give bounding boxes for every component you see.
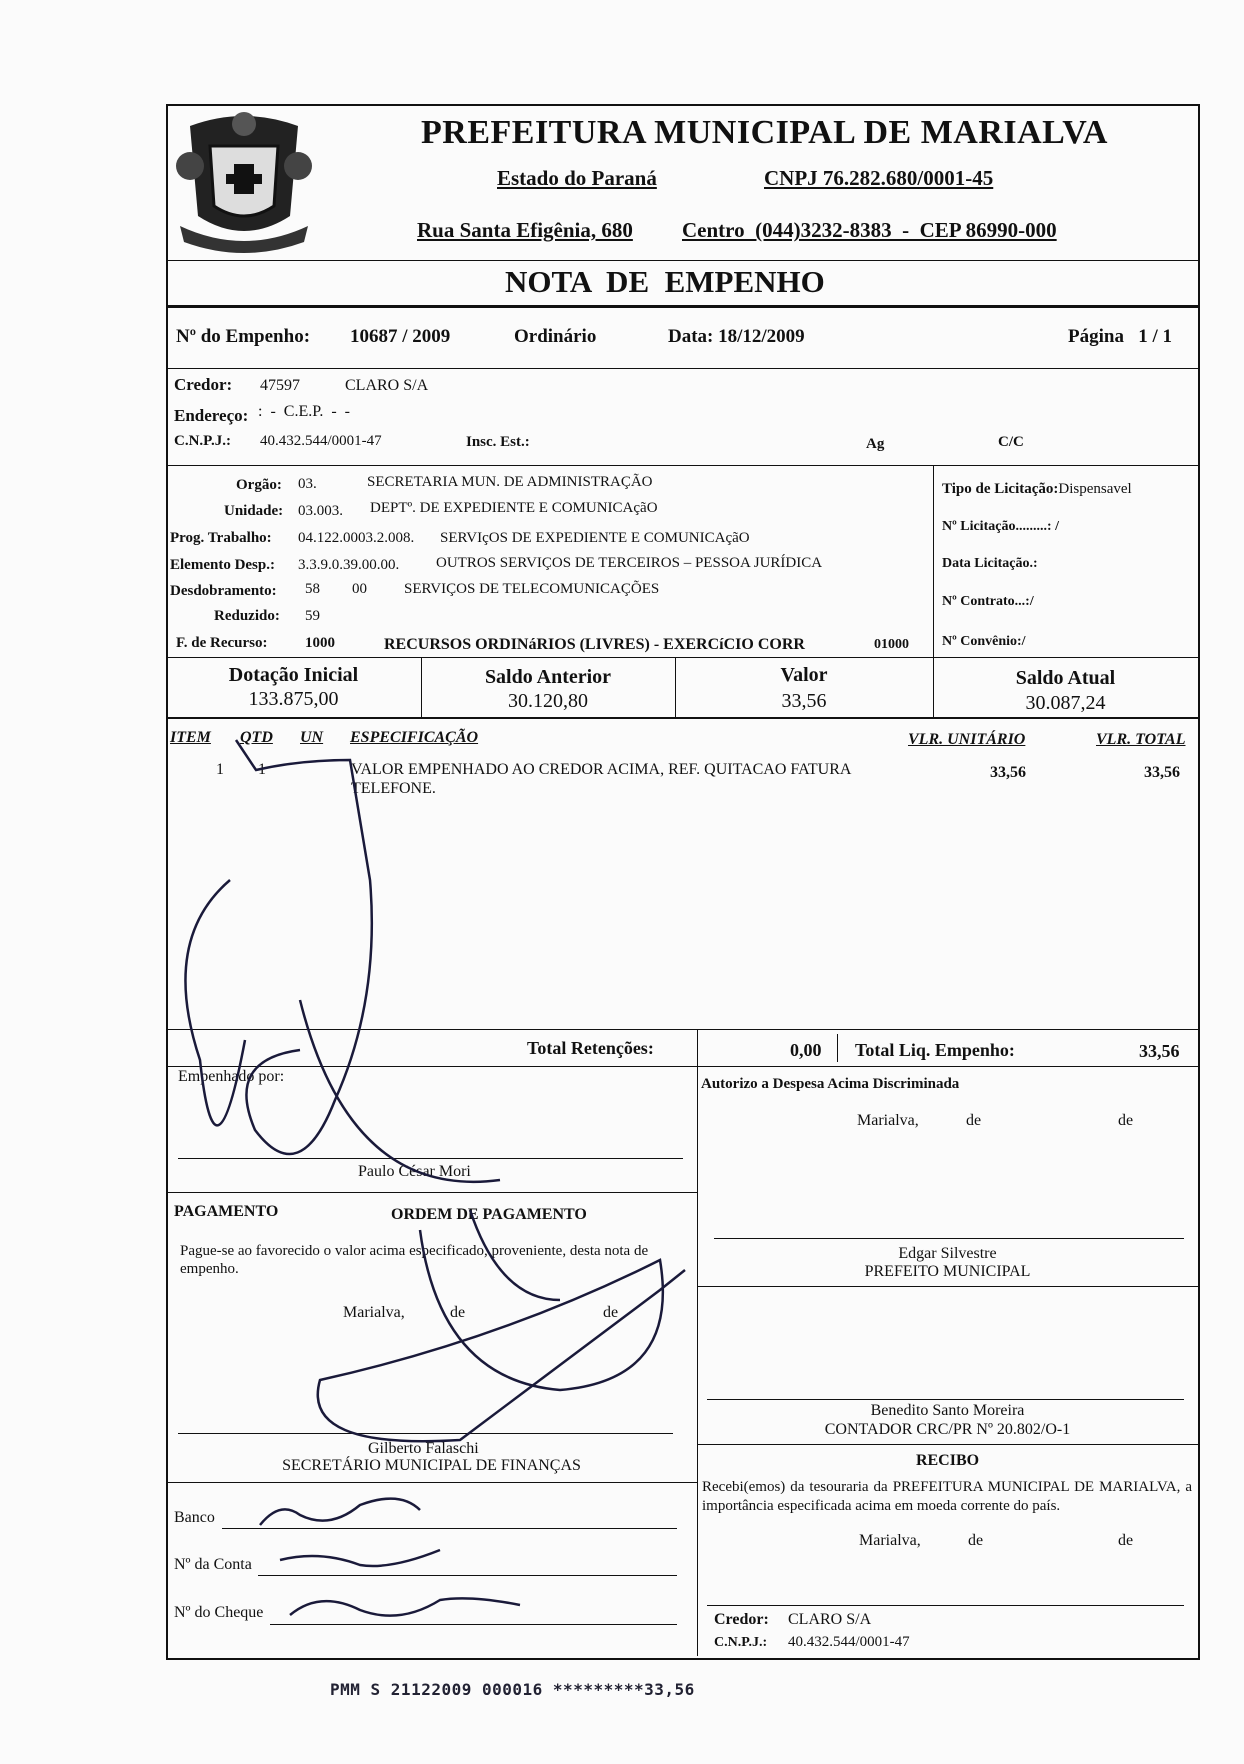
pagamento-label: PAGAMENTO <box>174 1203 279 1220</box>
row-item: 1 <box>216 761 224 778</box>
credor-label: Credor: <box>174 375 233 394</box>
saldo-anterior-value: 30.120,80 <box>508 690 588 712</box>
desdobramento-code2: 00 <box>352 581 367 597</box>
recibo-cnpj-label: C.N.P.J.: <box>714 1635 768 1650</box>
saldo-atual-label: Saldo Atual <box>1015 667 1116 689</box>
conta-label: Nº da Conta <box>174 1556 252 1573</box>
cc-label: C/C <box>998 434 1024 450</box>
total-liq-value: 33,56 <box>1139 1041 1180 1061</box>
pagamento-text: Pague-se ao favorecido o valor acima especificado, proveniente, desta nota de empenho. <box>180 1243 649 1277</box>
elemento-label: Elemento Desp.: <box>170 557 275 573</box>
numero-contrato: Nº Contrato...:/ <box>942 594 1034 609</box>
tipo-licitacao-label: Tipo de Licitação: <box>942 481 1059 497</box>
header-title: PREFEITURA MUNICIPAL DE MARIALVA <box>421 114 1108 151</box>
prefeito-role: PREFEITO MUNICIPAL <box>864 1263 1031 1280</box>
autorizo-label: Autorizo a Despesa Acima Discriminada <box>701 1076 960 1092</box>
orgao-label: Orgão: <box>236 477 282 493</box>
unidade-desc: DEPTº. DE EXPEDIENTE E COMUNICAçãO <box>370 500 658 516</box>
recurso-code2: 01000 <box>874 637 909 652</box>
credor-code: 47597 <box>260 377 300 394</box>
insc-est-label: Insc. Est.: <box>466 434 530 450</box>
header-address: Rua Santa Efigênia, 680 <box>417 218 633 242</box>
recurso-desc: RECURSOS ORDINáRIOS (LIVRES) - EXERCíCIO CORR <box>384 636 805 653</box>
empenho-date: Data: 18/12/2009 <box>668 326 805 347</box>
prefeito-name: Edgar Silvestre <box>898 1245 997 1262</box>
unidade-code: 03.003. <box>298 503 343 519</box>
recurso-code: 1000 <box>305 635 335 651</box>
col-item: ITEM <box>170 729 211 746</box>
autorizo-place: Marialva, <box>857 1112 919 1129</box>
recibo-place: Marialva, <box>859 1532 921 1549</box>
header-state: Estado do Paraná <box>497 166 657 190</box>
prog-code: 04.122.0003.2.008. <box>298 530 415 546</box>
col-qtd: QTD <box>240 729 273 746</box>
tipo-licitacao-value: Dispensavel <box>1058 481 1132 497</box>
total-liq-label: Total Liq. Empenho: <box>855 1040 1015 1060</box>
pagamento-place: Marialva, <box>343 1304 405 1321</box>
ordem-pagamento-label: ORDEM DE PAGAMENTO <box>391 1206 587 1223</box>
row-spec-line2: TELEFONE. <box>351 780 436 797</box>
row-spec-line1: VALOR EMPENHADO AO CREDOR ACIMA, REF. QUITACAO FATURA <box>351 761 852 778</box>
empenhado-label: Empenhado por: <box>178 1068 285 1085</box>
saldo-anterior-label: Saldo Anterior <box>484 666 612 688</box>
recurso-label: F. de Recurso: <box>176 635 268 651</box>
autorizo-de2: de <box>1118 1112 1134 1129</box>
dotacao-label: Dotação Inicial <box>228 664 359 686</box>
recibo-label: RECIBO <box>915 1452 980 1469</box>
secretario-role: SECRETÁRIO MUNICIPAL DE FINANÇAS <box>282 1457 581 1474</box>
banco-label: Banco <box>174 1509 215 1526</box>
recibo-de1: de <box>968 1532 984 1549</box>
cheque-label: Nº do Cheque <box>174 1604 264 1621</box>
total-retencoes-value: 0,00 <box>790 1040 822 1060</box>
data-licitacao: Data Licitação.: <box>942 556 1038 571</box>
header-cnpj: CNPJ 76.282.680/0001-45 <box>764 166 994 190</box>
credor-name: CLARO S/A <box>345 377 429 394</box>
elemento-code: 3.3.9.0.39.00.00. <box>298 557 400 573</box>
elemento-desc: OUTROS SERVIÇOS DE TERCEIROS – PESSOA JURÍDICA <box>436 555 823 571</box>
empenho-type: Ordinário <box>514 326 597 347</box>
orgao-desc: SECRETARIA MUN. DE ADMINISTRAÇÃO <box>367 474 653 490</box>
cnpj-label: C.N.P.J.: <box>174 433 231 449</box>
recibo-cnpj: 40.432.544/0001-47 <box>788 1634 910 1650</box>
row-vlr-unitario: 33,56 <box>990 764 1026 781</box>
prog-label: Prog. Trabalho: <box>170 530 272 546</box>
valor-label: Valor <box>780 664 828 686</box>
recibo-credor-label: Credor: <box>714 1611 769 1628</box>
prog-desc: SERVIçOS DE EXPEDIENTE E COMUNICAçãO <box>440 530 750 546</box>
machine-stamp: PMM S 21122009 000016 *********33,56 <box>330 1680 695 1699</box>
secretario-name: Gilberto Falaschi <box>368 1440 479 1457</box>
total-retencoes-label: Total Retenções: <box>527 1038 654 1058</box>
desdobramento-desc: SERVIÇOS DE TELECOMUNICAÇÕES <box>404 581 660 597</box>
contador-name: Benedito Santo Moreira <box>870 1402 1025 1419</box>
autorizo-de1: de <box>966 1112 982 1129</box>
pagamento-de1: de <box>450 1304 466 1321</box>
col-especificacao: ESPECIFICAÇÃO <box>350 729 479 746</box>
reduzido-value: 59 <box>305 608 320 624</box>
col-vlr-unitario: VLR. UNITÁRIO <box>908 731 1026 748</box>
empenho-number-label: Nº do Empenho: <box>176 326 311 347</box>
col-vlr-total: VLR. TOTAL <box>1096 731 1186 748</box>
empenhado-name: Paulo César Mori <box>358 1163 471 1180</box>
row-qtd: 1 <box>258 761 266 778</box>
contador-role: CONTADOR CRC/PR Nº 20.802/O-1 <box>824 1421 1071 1438</box>
reduzido-label: Reduzido: <box>214 608 280 624</box>
empenho-number: 10687 / 2009 <box>350 326 451 347</box>
recibo-de2: de <box>1118 1532 1134 1549</box>
saldo-atual-value: 30.087,24 <box>1025 692 1106 714</box>
ag-label: Ag <box>866 436 885 452</box>
dotacao-value: 133.875,00 <box>248 688 339 710</box>
doc-title: NOTA DE EMPENHO <box>505 264 825 299</box>
col-un: UN <box>300 729 324 746</box>
desdobramento-code1: 58 <box>305 581 320 597</box>
endereco-label: Endereço: <box>174 406 249 425</box>
valor-value: 33,56 <box>781 690 827 712</box>
numero-licitacao: Nº Licitação.........: / <box>942 519 1059 534</box>
pagamento-de2: de <box>603 1304 619 1321</box>
row-vlr-total: 33,56 <box>1144 764 1180 781</box>
orgao-code: 03. <box>298 476 317 492</box>
desdobramento-label: Desdobramento: <box>170 583 277 599</box>
numero-convenio: Nº Convênio:/ <box>942 634 1026 649</box>
recibo-credor: CLARO S/A <box>788 1611 872 1628</box>
recibo-text: Recebi(emos) da tesouraria da PREFEITURA MUNICIPAL DE MARIALVA, a importância especificada acima em moeda corrente do país. <box>702 1479 1192 1514</box>
unidade-label: Unidade: <box>224 503 284 519</box>
endereco-value: : - C.E.P. - - <box>258 403 350 420</box>
header-address-rest: Centro (044)3232-8383 - CEP 86990-000 <box>682 218 1057 242</box>
cnpj-value: 40.432.544/0001-47 <box>260 433 382 449</box>
empenho-page: Página 1 / 1 <box>1068 326 1172 347</box>
